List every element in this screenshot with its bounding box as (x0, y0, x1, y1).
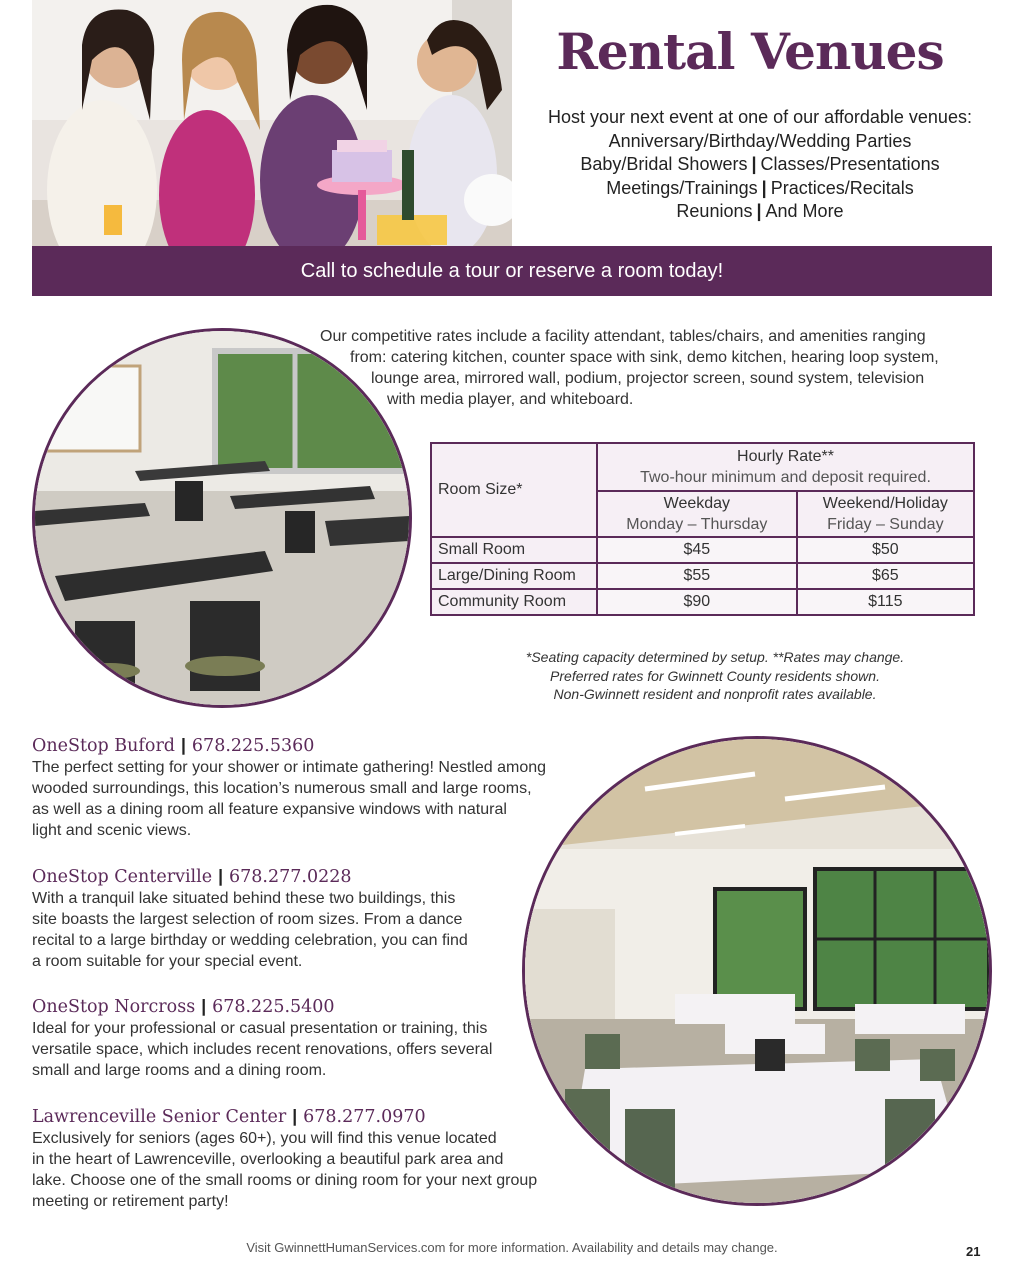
venue-name: Lawrenceville Senior Center (32, 1107, 287, 1127)
event-type: Practices/Recitals (770, 177, 914, 198)
hourly-rate-title: Hourly Rate** (737, 448, 834, 465)
rates-table (430, 442, 975, 616)
weekend-rate: $115 (797, 589, 974, 615)
call-to-action-banner: Call to schedule a tour or reserve a room today! (32, 246, 992, 296)
description-line: The perfect setting for your shower or intimate gathering! Nestled among (32, 759, 547, 776)
description-line: Exclusively for seniors (ages 60+), you will find this venue located (32, 1130, 497, 1147)
separator: | (181, 735, 186, 755)
intro-line (520, 177, 1000, 201)
event-type: Classes/Presentations (760, 154, 940, 174)
venue-description (32, 1018, 602, 1081)
venue-heading (32, 1105, 602, 1128)
venue-name: OneStop Norcross (32, 997, 196, 1017)
hero-photo (32, 0, 512, 246)
footer-note: Visit GwinnettHumanServices.com for more information. Availability and details may change. (246, 1240, 778, 1255)
description-line: a room suitable for your special event. (32, 953, 303, 970)
venue-description (32, 1128, 602, 1212)
intro-line (520, 153, 1000, 177)
description-line: light and scenic views. (32, 822, 192, 839)
room-name: Small Room (431, 537, 597, 563)
weekday-rate: $90 (597, 589, 797, 615)
weekend-rate: $50 (797, 537, 974, 563)
note-line: Preferred rates for Gwinnett County residents shown. (550, 667, 880, 684)
intro-line (520, 200, 1000, 224)
event-type: Baby/Bridal Showers (580, 154, 748, 174)
separator: | (292, 1106, 298, 1126)
description-line: as well as a dining room all feature expansive windows with natural (32, 801, 507, 818)
venue-onestop-centerville (32, 865, 602, 972)
weekend-header (797, 491, 974, 537)
venue-phone: 678.277.0228 (229, 867, 352, 887)
venue-lawrenceville-senior-center (32, 1105, 602, 1212)
note-line: *Seating capacity determined by setup. **Rates may change. (525, 649, 905, 665)
description-line: With a tranquil lake situated behind these two buildings, this (32, 890, 456, 907)
weekday-rate: $55 (597, 563, 797, 589)
table-row (431, 563, 974, 589)
page-title: Rental Venues (556, 22, 944, 81)
description-line: meeting or retirement party! (32, 1193, 229, 1210)
weekend-rate: $65 (797, 563, 974, 589)
venue-name: OneStop Buford (32, 736, 176, 756)
weekday-rate: $45 (597, 537, 797, 563)
rates-line: from: catering kitchen, counter space with sink, demo kitchen, hearing loop system, (350, 349, 939, 366)
venue-types-intro (520, 106, 1000, 224)
description-line: site boasts the largest selection of room sizes. From a dance (32, 911, 463, 928)
weekend-title: Weekend/Holiday (822, 495, 948, 512)
venue-description (32, 757, 602, 841)
venue-phone: 678.277.0970 (303, 1107, 426, 1127)
room-name: Community Room (431, 589, 597, 615)
weekday-days: Monday – Thursday (626, 516, 768, 533)
hourly-rate-header (597, 443, 974, 491)
separator: | (218, 866, 224, 886)
room-name: Large/Dining Room (431, 563, 597, 589)
venue-phone: 678.225.5400 (212, 997, 335, 1017)
separator: | (201, 996, 207, 1016)
separator: | (756, 201, 762, 221)
venue-phone: 678.225.5360 (191, 736, 315, 756)
event-type: And More (765, 201, 844, 221)
rates-line: lounge area, mirrored wall, podium, projector screen, sound system, television (371, 370, 925, 387)
weekday-header (597, 491, 797, 537)
rates-description (300, 326, 1000, 410)
separator: | (751, 154, 757, 174)
table-row (431, 537, 974, 563)
venue-description (32, 888, 602, 972)
weekend-days: Friday – Sunday (827, 516, 944, 533)
intro-line: Anniversary/Birthday/Wedding Parties (608, 130, 912, 151)
description-line: in the heart of Lawrenceville, overlooking a beautiful park area and (32, 1151, 504, 1168)
intro-line: Host your next event at one of our affordable venues: (548, 107, 972, 127)
room-size-header: Room Size* (431, 443, 597, 537)
description-line: versatile space, which includes recent renovations, offers several (32, 1041, 493, 1058)
venue-heading (32, 865, 602, 888)
event-type: Meetings/Trainings (606, 177, 758, 198)
venue-onestop-buford (32, 734, 602, 841)
rates-line: Our competitive rates include a facility attendant, tables/chairs, and amenities ranging (320, 328, 926, 345)
description-line: Ideal for your professional or casual presentation or training, this (32, 1020, 488, 1037)
venue-onestop-norcross (32, 995, 602, 1081)
hourly-rate-note: Two-hour minimum and deposit required. (640, 469, 931, 486)
event-type: Reunions (676, 201, 753, 221)
table-row (431, 589, 974, 615)
venue-name: OneStop Centerville (32, 867, 213, 887)
description-line: lake. Choose one of the small rooms or dining room for your next group (32, 1172, 538, 1189)
weekday-title: Weekday (663, 495, 731, 512)
page-number: 21 (966, 1244, 981, 1259)
rates-line: with media player, and whiteboard. (387, 391, 634, 408)
note-line: Non-Gwinnett resident and nonprofit rates available. (553, 686, 877, 702)
rate-notes (470, 648, 960, 704)
description-line: recital to a large birthday or wedding celebration, you can find (32, 932, 468, 949)
description-line: wooded surroundings, this location’s numerous small and large rooms, (32, 780, 532, 797)
venue-heading (32, 734, 602, 757)
description-line: small and large rooms and a dining room. (32, 1062, 327, 1079)
venue-heading (32, 995, 602, 1018)
separator: | (761, 177, 767, 198)
